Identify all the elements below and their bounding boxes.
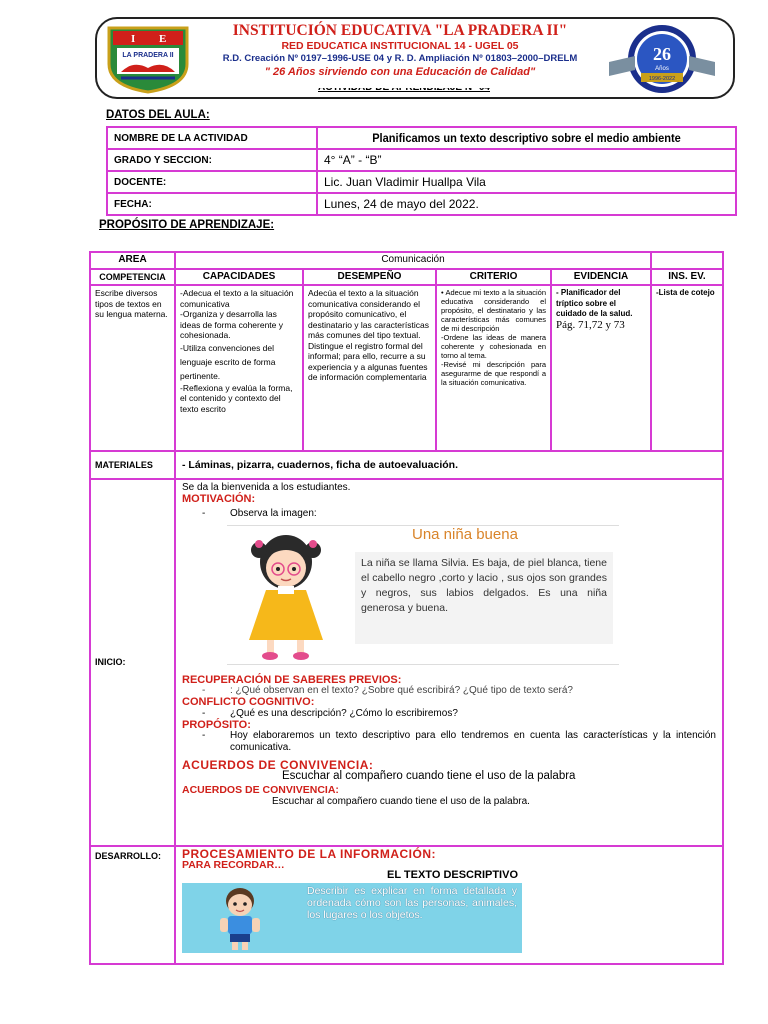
badge-number: 26 [653, 44, 671, 64]
badge-years: 1996-2022 [648, 76, 676, 82]
table-row [107, 193, 736, 215]
list-item: • Adecue mi texto a la situación educativa considerando el propósito, el destinatario y las características más comunes de mi descripción [441, 288, 546, 333]
activity-name-label: NOMBRE DE LA ACTIVIDAD [107, 127, 317, 149]
table-row [90, 846, 723, 964]
definition-text: Describir es explicar en forma detallada y ordenada cómo son las personas, animales, los lugares o los objetos. [307, 884, 517, 921]
card-title: Una niña buena [412, 525, 518, 543]
proposito-heading: PROPÓSITO: [182, 718, 251, 731]
conflicto-question: ¿Qué es una descripción? ¿Cómo lo escribiremos? [230, 707, 458, 719]
inicio-label: INICIO: [90, 479, 175, 846]
school-network: RED EDUCATICA INSTITUCIONAL 14 - UGEL 05 [281, 40, 519, 52]
school-resolution: R.D. Creación Nº 0197–1996-USE 04 y R. D. Ampliación Nº 01803–2000–DRELM [222, 53, 578, 64]
table-row [90, 269, 723, 286]
observa-item: - Observa la imagen: [202, 507, 317, 519]
materiales-label: MATERIALES [90, 451, 175, 479]
list-item: -Adecua el texto a la situación comunicativa [180, 288, 294, 309]
recordar-heading: PARA RECORDAR… [182, 858, 285, 871]
school-name: INSTITUCIÓN EDUCATIVA "LA PRADERA II" [232, 22, 568, 39]
grade-label: GRADO Y SECCION: [107, 149, 317, 171]
conflicto-heading: CONFLICTO COGNITIVO: [182, 696, 315, 708]
area-value: Comunicación [175, 252, 651, 269]
evidencia-text: - Planificador del tríptico sobre el cuidado de la salud. [556, 288, 633, 318]
school-crest-logo [103, 24, 193, 94]
teacher-label: DOCENTE: [107, 171, 317, 193]
grade-value: 4° “A” - “B” [317, 149, 736, 171]
texto-descriptivo-title: EL TEXTO DESCRIPTIVO [387, 869, 519, 881]
acuerdos-heading-1: ACUERDOS DE CONVIVENCIA: [182, 758, 374, 772]
desarrollo-content [175, 846, 723, 964]
motivation-image [227, 525, 619, 665]
table-row [90, 451, 723, 479]
inicio-content [175, 479, 723, 846]
girl-illustration-icon [231, 528, 341, 662]
desempeno-cell: Adecúa el texto a la situación comunicativa considerando el propósito comunicativo, el destinatario y las características más comunes del tipo textual. Distingue el registro formal del informal; para ello, recurre a su experiencia y a algunas fuentes de información complementaria [303, 285, 436, 451]
table-row [90, 252, 723, 269]
table-row [107, 171, 736, 193]
evidencia-pages: Pág. 71,72 y 73 [556, 318, 625, 331]
anniversary-badge-logo [605, 22, 720, 96]
teacher-value: Lic. Juan Vladimir Huallpa Vila [317, 171, 736, 193]
datos-title: DATOS DEL AULA: [106, 109, 210, 121]
procesamiento-heading: PROCESAMIENTO DE LA INFORMACIÓN: [182, 847, 437, 861]
table-row [107, 149, 736, 171]
desarrollo-label: DESARROLLO: [90, 846, 175, 964]
logo-school-name: LA PRADERA II [122, 52, 174, 59]
welcome-text: Se da la bienvenida a los estudiantes. [182, 482, 351, 493]
materiales-value: - Láminas, pizarra, cuadernos, ficha de autoevaluación. [175, 451, 723, 479]
list-item: -Ordene las ideas de manera coherente y cohesionada en torno al tema. [441, 333, 546, 360]
evidencia-cell [551, 285, 651, 451]
header-desempeno: DESEMPEÑO [303, 269, 436, 286]
proposito-title: PROPÓSITO DE APRENDIZAJE: [99, 219, 275, 231]
datos-table [106, 126, 737, 216]
table-row [90, 285, 723, 451]
proposito-text: Hoy elaboraremos un texto descriptivo para ello tendremos en cuenta las características y la intención comunicativa. [230, 730, 716, 753]
acuerdos-text-1: Escuchar al compañero cuando tiene el uso de la palabra [282, 769, 576, 782]
area-empty [651, 252, 723, 269]
boy-illustration-icon [210, 885, 270, 953]
recuperacion-item: - : ¿Qué observan en el texto? ¿Sobre qué escribirá? ¿Qué tipo de texto será? [202, 685, 573, 696]
recuperacion-heading: RECUPERACIÓN DE SABERES PREVIOS: [182, 673, 402, 686]
conflicto-item: - ¿Qué es una descripción? ¿Cómo lo escribiremos? [202, 707, 458, 719]
acuerdos-heading-2: ACUERDOS DE CONVIVENCIA: [182, 784, 339, 796]
observa-text: Observa la imagen: [230, 507, 317, 519]
header-competencia: COMPETENCIA [90, 269, 175, 286]
school-slogan: " 26 Años sirviendo con una Educación de Calidad" [264, 66, 536, 78]
ins-ev-cell: -Lista de cotejo [651, 285, 723, 451]
header-capacidades: CAPACIDADES [175, 269, 303, 286]
date-label: FECHA: [107, 193, 317, 215]
table-row [107, 127, 736, 149]
logo-letter-e: E [159, 33, 167, 45]
card-text: La niña se llama Silvia. Es baja, de piel blanca, tiene el cabello negro ,corto y lacio , sus ojos son grandes y negros, sus labios delgados. Es una niña generosa y buena. [355, 552, 613, 644]
recuperacion-question: : ¿Qué observan en el texto? ¿Sobre qué escribirá? ¿Qué tipo de texto será? [230, 685, 573, 696]
acuerdos-text-2: Escuchar al compañero cuando tiene el uso de la palabra. [272, 795, 530, 807]
activity-name-value: Planificamos un texto descriptivo sobre el medio ambiente [334, 127, 719, 149]
logo-letter-i: I [131, 33, 136, 45]
list-item: -Utiliza convenciones del lenguaje escrito de forma pertinente. [180, 342, 276, 381]
area-label: AREA [90, 252, 175, 269]
motivacion-heading: MOTIVACIÓN: [182, 493, 256, 505]
table-row [90, 479, 723, 846]
list-item: -Reflexiona y evalúa la forma, el contenido y contexto del texto escrito [180, 382, 293, 414]
proposito-item: - Hoy elaboraremos un texto descriptivo para ello tendremos en cuenta las características y la intención comunicativa. [202, 730, 716, 753]
header-criterio: CRITERIO [436, 269, 551, 286]
header-ins-ev: INS. EV. [651, 269, 723, 286]
capacidades-cell [175, 285, 303, 451]
list-item: -Organiza y desarrolla las ideas de forma coherente y cohesionada. [180, 309, 284, 340]
criterio-cell [436, 285, 551, 451]
header-evidencia: EVIDENCIA [551, 269, 651, 286]
competencia-cell: Escribe diversos tipos de textos en su lengua materna. [90, 285, 175, 451]
definition-box [182, 883, 522, 953]
list-item: -Revisé mi descripción para asegurarme de que respondí a la situación comunicativa. [441, 360, 546, 387]
badge-word: Años [655, 66, 669, 72]
date-value: Lunes, 24 de mayo del 2022. [317, 193, 736, 215]
plan-table [89, 251, 724, 965]
